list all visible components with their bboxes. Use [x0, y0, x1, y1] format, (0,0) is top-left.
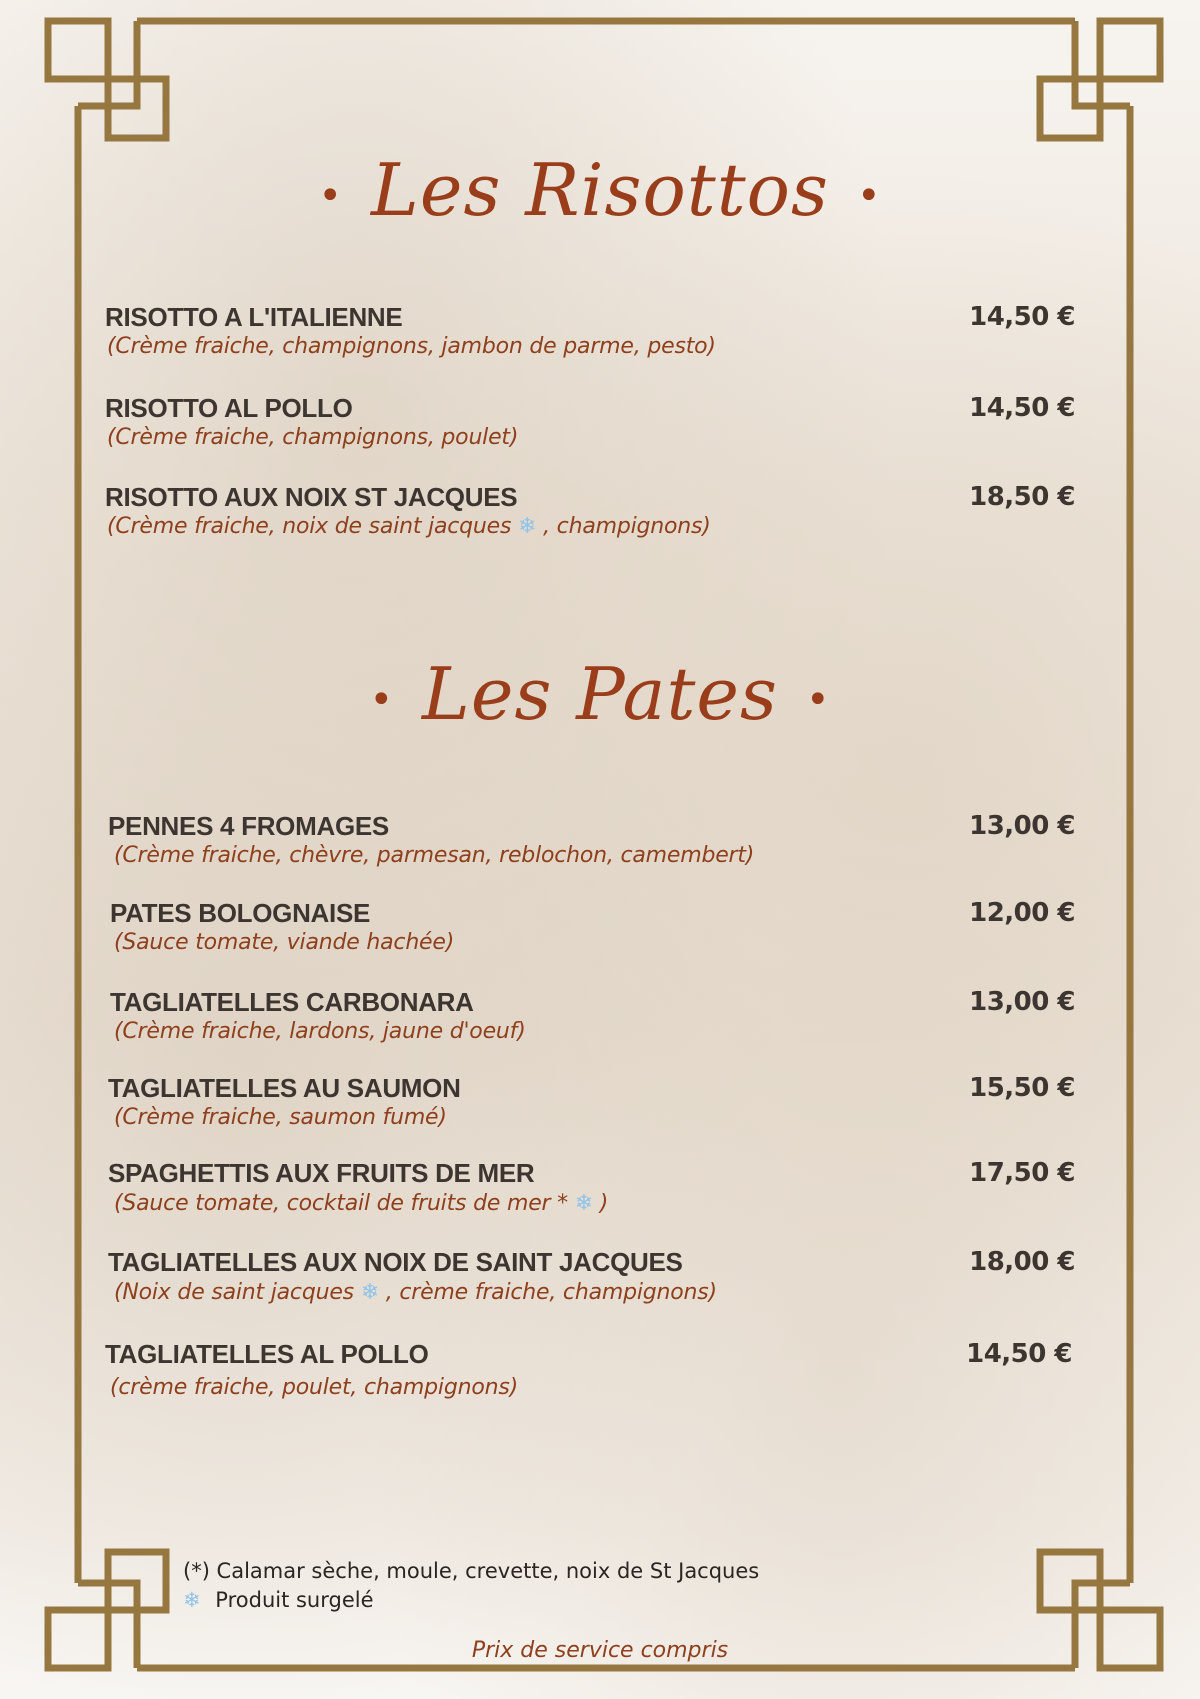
snowflake-icon: ❄ [574, 1191, 594, 1216]
item-title: RISOTTO AUX NOIX ST JACQUES [105, 482, 518, 512]
item-description: (Noix de saint jacques ❄ , crème fraiche, champignons) [114, 1280, 717, 1305]
item-price: 14,50 € [966, 1339, 1072, 1369]
item-price: 14,50 € [969, 393, 1075, 423]
item-title: PENNES 4 FROMAGES [108, 811, 389, 841]
dot-icon: • [856, 173, 882, 219]
item-title: TAGLIATELLES AU SAUMON [108, 1073, 461, 1103]
item-description: (Crème fraiche, noix de saint jacques ❄ , champignons) [107, 514, 711, 539]
item-title: TAGLIATELLES AL POLLO [105, 1339, 429, 1369]
section-heading-pates [0, 652, 1200, 736]
item-price: 15,50 € [969, 1073, 1075, 1103]
item-description: (Sauce tomate, cocktail de fruits de mer * ❄ ) [114, 1191, 609, 1216]
footnote-asterisk: (*) Calamar sèche, moule, crevette, noix de St Jacques [183, 1559, 760, 1583]
snowflake-icon: ❄ [360, 1280, 379, 1305]
dot-icon: • [369, 677, 395, 723]
snowflake-icon: ❄ [183, 1588, 201, 1612]
item-price: 13,00 € [969, 987, 1075, 1017]
item-price: 13,00 € [969, 811, 1075, 841]
item-title: RISOTTO A L'ITALIENNE [105, 302, 403, 332]
snowflake-icon: ❄ [518, 514, 537, 539]
item-price: 14,50 € [969, 302, 1075, 332]
item-description: (Crème fraiche, chèvre, parmesan, reblochon, camembert) [114, 843, 755, 868]
item-description: (Crème fraiche, champignons, jambon de parme, pesto) [107, 334, 716, 359]
item-title: RISOTTO AL POLLO [105, 393, 353, 423]
item-description: (Sauce tomate, viande hachée) [114, 930, 455, 955]
item-title: TAGLIATELLES CARBONARA [110, 987, 474, 1017]
item-description: (Crème fraiche, lardons, jaune d'oeuf) [114, 1019, 526, 1044]
item-price: 18,50 € [969, 482, 1075, 512]
heading-text: Les Risottos [371, 148, 829, 232]
dot-icon: • [805, 677, 831, 723]
footnote-frozen-label: Produit surgelé [215, 1588, 374, 1612]
item-title: PATES BOLOGNAISE [110, 898, 371, 928]
item-description: (Crème fraiche, champignons, poulet) [107, 425, 519, 450]
footnote-frozen [183, 1588, 374, 1612]
item-price: 12,00 € [969, 898, 1075, 928]
heading-text: Les Pates [422, 652, 778, 736]
item-price: 17,50 € [969, 1158, 1075, 1188]
item-description: (Crème fraiche, saumon fumé) [114, 1105, 447, 1130]
item-title: SPAGHETTIS AUX FRUITS DE MER [108, 1158, 535, 1188]
item-title: TAGLIATELLES AUX NOIX DE SAINT JACQUES [108, 1247, 683, 1277]
dot-icon: • [318, 173, 344, 219]
item-price: 18,00 € [969, 1247, 1075, 1277]
item-description: (crème fraiche, poulet, champignons) [110, 1375, 518, 1400]
section-heading-risottos [0, 148, 1200, 232]
service-note: Prix de service compris [471, 1638, 729, 1663]
